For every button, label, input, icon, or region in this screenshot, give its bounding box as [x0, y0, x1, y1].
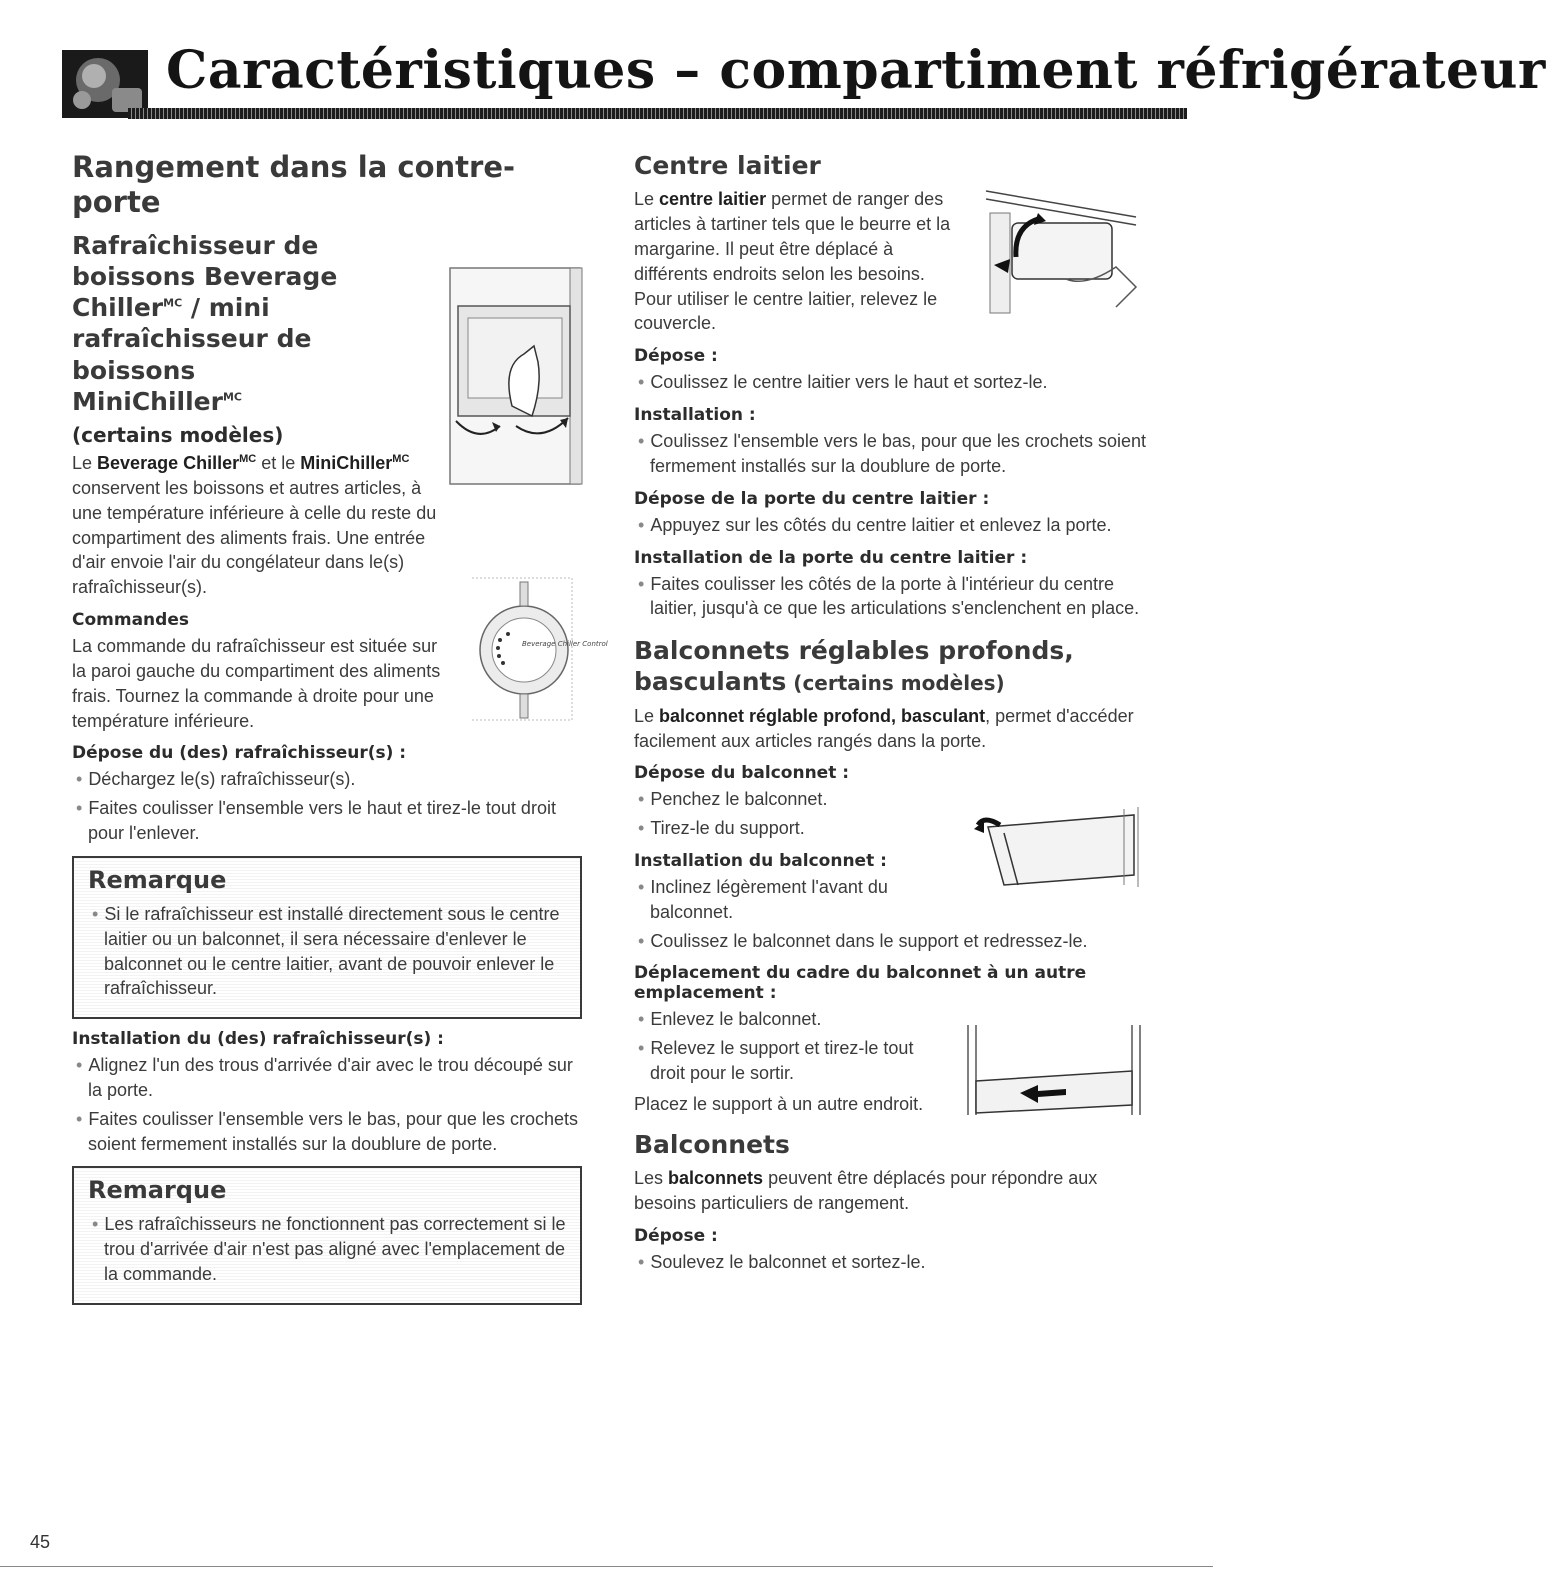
intro-le: Le: [634, 189, 660, 210]
list-item: • Les rafraîchisseurs ne fonctionnent pas correctement si le trou d'arrivée d'air n'est pas aligné avec l'emplacement de la commande.: [88, 1212, 566, 1286]
chiller-removal-list: [72, 767, 582, 845]
list-item: • Coulissez le balconnet dans le support et redressez-le.: [634, 929, 1146, 954]
chiller-heading-line3: rafraîchisseur de boissons: [72, 324, 312, 385]
list-item: • Inclinez légèrement l'avant du balconnet.: [634, 875, 970, 925]
term-beverage-chiller: [97, 453, 256, 473]
page-title: Caractéristiques – compartiment réfrigérateur: [166, 40, 1546, 101]
dairy-removal-heading: Dépose :: [634, 346, 718, 367]
footer-rule: [0, 1566, 1213, 1567]
chiller-heading-line2-rest: / mini: [182, 293, 270, 323]
chiller-heading-line1: Rafraîchisseur de boissons Beverage: [72, 230, 338, 291]
deep-bins-heading-line2: basculants: [634, 667, 787, 697]
intro-rest: peuvent être déplacés pour répondre aux besoins particuliers de rangement.: [634, 1168, 1098, 1213]
term-minichiller-text: MiniChiller: [300, 453, 393, 474]
list-item: • Si le rafraîchisseur est installé directement sous le centre laitier ou un balconnet, il sera nécessaire d'enlever le balconnet ou le centre laitier, avant de pouvoir enlever le rafraîchisseur.: [88, 902, 566, 1001]
section-title-door-storage: Rangement dans la contre-porte: [72, 150, 516, 219]
bin-frame-move-heading: Déplacement du cadre du balconnet à un autre emplacement :: [634, 963, 1087, 1004]
left-column: [72, 150, 608, 1315]
note-box: [72, 856, 582, 1019]
controls-heading: Commandes: [72, 610, 189, 631]
list-item: • Déchargez le(s) rafraîchisseur(s).: [72, 767, 582, 792]
chiller-install-heading: Installation du (des) rafraîchisseur(s) :: [72, 1029, 444, 1050]
intro-le: Le: [634, 705, 660, 726]
dairy-removal-list: [634, 370, 1146, 395]
list-item: • Faites coulisser l'ensemble vers le haut et tirez-le tout droit pour l'enlever.: [72, 796, 582, 846]
page-number: 45: [30, 1532, 51, 1552]
term-beverage-chiller-text: Beverage Chiller: [97, 453, 240, 474]
controls-text: La commande du rafraîchisseur est située sur la paroi gauche du compartiment des aliments frais. Tournez la commande à droite pour une température inférieure.: [72, 636, 441, 731]
bins-removal-heading: Dépose :: [634, 1225, 718, 1246]
trademark-sup: MC: [222, 390, 242, 404]
term-deep-bin: balconnet réglable profond, basculant: [659, 705, 986, 726]
chiller-install-list: [72, 1053, 582, 1156]
bin-install-heading: Installation du balconnet :: [634, 851, 887, 871]
note-title: Remarque: [88, 1176, 227, 1205]
dairy-door-install-heading: Installation de la porte du centre laitier :: [634, 547, 1028, 568]
list-item: • Tirez-le du support.: [634, 816, 1146, 841]
intro-rest: conservent les boissons et autres articles, à une température inférieure à celle du reste du compartiment des aliments frais. Une entrée d'air envoie l'air du congélateur dans le(s) rafraîchisseur(s).: [72, 477, 437, 598]
term-dairy-center: centre laitier: [659, 189, 767, 210]
list-item: • Appuyez sur les côtés du centre laitier et enlevez la porte.: [634, 513, 1146, 538]
dairy-install-list: [634, 429, 1146, 479]
bins-heading: Balconnets: [634, 1129, 790, 1159]
intro-rest: , permet d'accéder facilement aux articles rangés dans la porte.: [634, 705, 1134, 751]
right-column: [634, 150, 1146, 1281]
chiller-illustration: [442, 266, 592, 488]
list-item: • Alignez l'un des trous d'arrivée d'air avec le trou découpé sur la porte.: [72, 1053, 582, 1103]
list-item: • Faites coulisser les côtés de la porte à l'intérieur du centre laitier, jusqu'à ce que les articulations s'enclenchent en place.: [634, 572, 1146, 622]
chiller-removal-heading: Dépose du (des) rafraîchisseur(s) :: [72, 743, 407, 764]
bin-frame-illustration: [956, 1021, 1146, 1119]
header-rule: [128, 108, 1187, 119]
list-item: • Enlevez le balconnet.: [634, 1007, 1146, 1032]
bin-removal-heading: Dépose du balconnet :: [634, 763, 850, 784]
note-list: [88, 902, 566, 1001]
dairy-door-removal-list: [634, 513, 1146, 538]
intro-le: Le: [72, 453, 98, 474]
list-item: • Penchez le balconnet.: [634, 787, 1146, 812]
term-bins: balconnets: [668, 1168, 764, 1189]
bins-removal-list: [634, 1250, 1146, 1275]
chiller-heading-line4: MiniChiller: [72, 386, 223, 416]
dairy-install-heading: Installation :: [634, 405, 756, 426]
dairy-door-removal-heading: Dépose de la porte du centre laitier :: [634, 488, 990, 509]
note-box: [72, 1166, 582, 1304]
tilt-bin-illustration: [974, 805, 1146, 891]
chiller-control-dial-illustration: [462, 574, 608, 724]
page-header: [62, 40, 1546, 120]
trademark-sup: MC: [239, 453, 257, 466]
deep-bins-heading: [634, 635, 1146, 698]
list-item: • Soulevez le balconnet et sortez-le.: [634, 1250, 1146, 1275]
chiller-subtitle: (certains modèles): [72, 423, 284, 448]
trademark-sup: MC: [392, 453, 410, 466]
note-list: [88, 1212, 566, 1286]
bin-frame-move-text: Placez le support à un autre endroit.: [634, 1093, 924, 1114]
dairy-door-install-list: [634, 572, 1146, 622]
intro-rest: permet de ranger des articles à tartiner tels que le beurre et la margarine. Il peut être déplacé à différents endroits selon les besoins. Pour utiliser le centre laitier, relevez le couvercle.: [634, 189, 951, 334]
term-minichiller: [300, 453, 409, 473]
intro-les: Les: [634, 1168, 669, 1189]
note-title: Remarque: [88, 865, 227, 894]
chiller-heading-line2: Chiller: [72, 293, 164, 323]
dairy-center-heading: Centre laitier: [634, 151, 821, 180]
list-item: • Faites coulisser l'ensemble vers le bas, pour que les crochets soient fermement installés sur la doublure de porte.: [72, 1107, 582, 1157]
list-item: • Coulissez l'ensemble vers le bas, pour que les crochets soient fermement installés sur la doublure de porte.: [634, 429, 1146, 479]
deep-bins-heading-small: (certains modèles): [786, 671, 1005, 696]
deep-bins-intro: [634, 704, 1146, 754]
list-item: • Relevez le support et tirez-le tout droit pour le sortir.: [634, 1036, 1146, 1086]
intro-mid: et le: [256, 453, 296, 474]
deep-bins-heading-line1: Balconnets réglables profonds,: [634, 636, 1074, 666]
trademark-sup: MC: [163, 296, 183, 310]
bins-intro: [634, 1166, 1146, 1216]
dial-label: Beverage Chiller Control: [522, 639, 608, 648]
list-item: • Coulissez le centre laitier vers le haut et sortez-le.: [634, 370, 1146, 395]
dairy-center-illustration: [976, 187, 1146, 315]
